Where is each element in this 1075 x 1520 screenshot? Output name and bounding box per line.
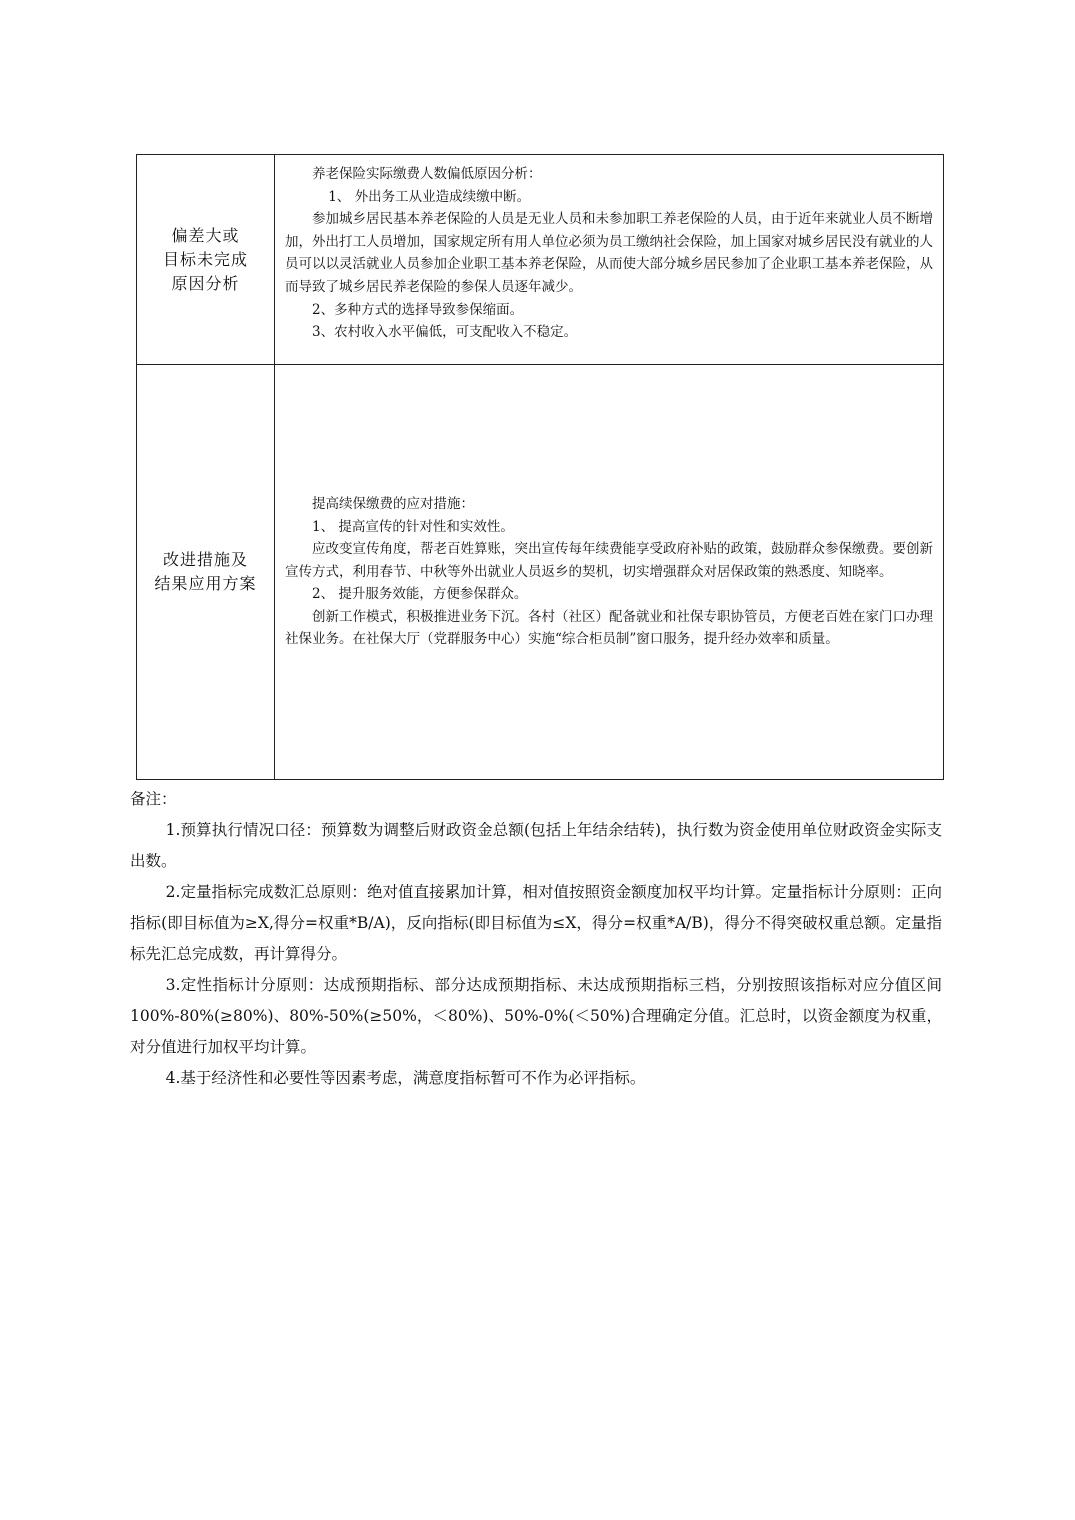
paragraph-body: 应改变宣传角度，帮老百姓算账，突出宣传每年续费能享受政府补贴的政策，鼓励群众参保缴费。要创新宣传方式，利用春节、中秋等外出就业人员返乡的契机，切实增强群众对居保政策的熟悉度、知晓率。 [285, 541, 933, 580]
paragraph-body: 参加城乡居民基本养老保险的人员是无业人员和未参加职工养老保险的人员，由于近年来就业人员不断增加，外出打工人员增加，国家规定所有用人单位必须为员工缴纳社会保险，加上国家对城乡居民没有就业的人员可以以灵活就业人员参加企业职工基本养老保险，从而使大部分城乡居民参加了企业职工基本养老保险，从而导致了城乡居民养老保险的参保人员逐年减少。 [285, 211, 933, 295]
notes-section [130, 784, 942, 1094]
paragraph-item: 3、农村收入水平偏低，可支配收入不稳定。 [312, 324, 578, 341]
row-label-line: 原因分析 [171, 273, 240, 293]
row-content-improvement [275, 365, 944, 780]
row-content-deviation [275, 155, 944, 365]
evaluation-table [136, 154, 944, 780]
paragraph-item: 2、多种方式的选择导致参保缩面。 [312, 301, 524, 318]
table-row-improvement-plan [137, 365, 944, 780]
row-label-line: 目标未完成 [162, 249, 248, 269]
note-item: 3.定性指标计分原则：达成预期指标、部分达成预期指标、未达成预期指标三档，分别按照该指标对应分值区间100%-80%(≥80%)、80%-50%(≥50%，＜80%)、50%-0%(＜50%)合理确定分值。汇总时，以资金额度为权重，对分值进行加权平均计算。 [130, 976, 942, 1056]
paragraph-heading: 提高续保缴费的应对措施： [312, 495, 474, 512]
note-item: 2.定量指标完成数汇总原则：绝对值直接累加计算，相对值按照资金额度加权平均计算。定量指标计分原则：正向指标(即目标值为≥X,得分=权重*B/A)，反向指标(即目标值为≤X，得分=权重*A/B)，得分不得突破权重总额。定量指标先汇总完成数，再计算得分。 [130, 883, 942, 963]
paragraph-heading: 养老保险实际缴费人数偏低原因分析： [312, 166, 542, 182]
row-label-line: 结果应用方案 [154, 574, 257, 593]
note-item: 1.预算执行情况口径：预算数为调整后财政资金总额(包括上年结余结转)，执行数为资金使用单位财政资金实际支出数。 [130, 821, 942, 870]
notes-title: 备注： [130, 790, 177, 808]
paragraph-item: 2、 提升服务效能，方便参保群众。 [312, 586, 528, 603]
table-row-deviation-analysis [137, 155, 944, 365]
row-label-line: 偏差大或 [171, 225, 240, 245]
row-label-deviation [137, 155, 275, 365]
paragraph-item: 1、 外出务工从业造成续缴中断。 [328, 188, 531, 205]
paragraph-item: 1、 提高宣传的针对性和实效性。 [312, 518, 514, 535]
row-label-line: 改进措施及 [162, 550, 248, 569]
row-label-improvement [137, 365, 275, 780]
note-item: 4.基于经济性和必要性等因素考虑，满意度指标暂可不作为必评指标。 [165, 1069, 646, 1087]
paragraph-body: 创新工作模式，积极推进业务下沉。各村（社区）配备就业和社保专职协管员，方便老百姓在家门口办理社保业务。在社保大厅（党群服务中心）实施“综合柜员制”窗口服务，提升经办效率和质量。 [285, 608, 933, 648]
